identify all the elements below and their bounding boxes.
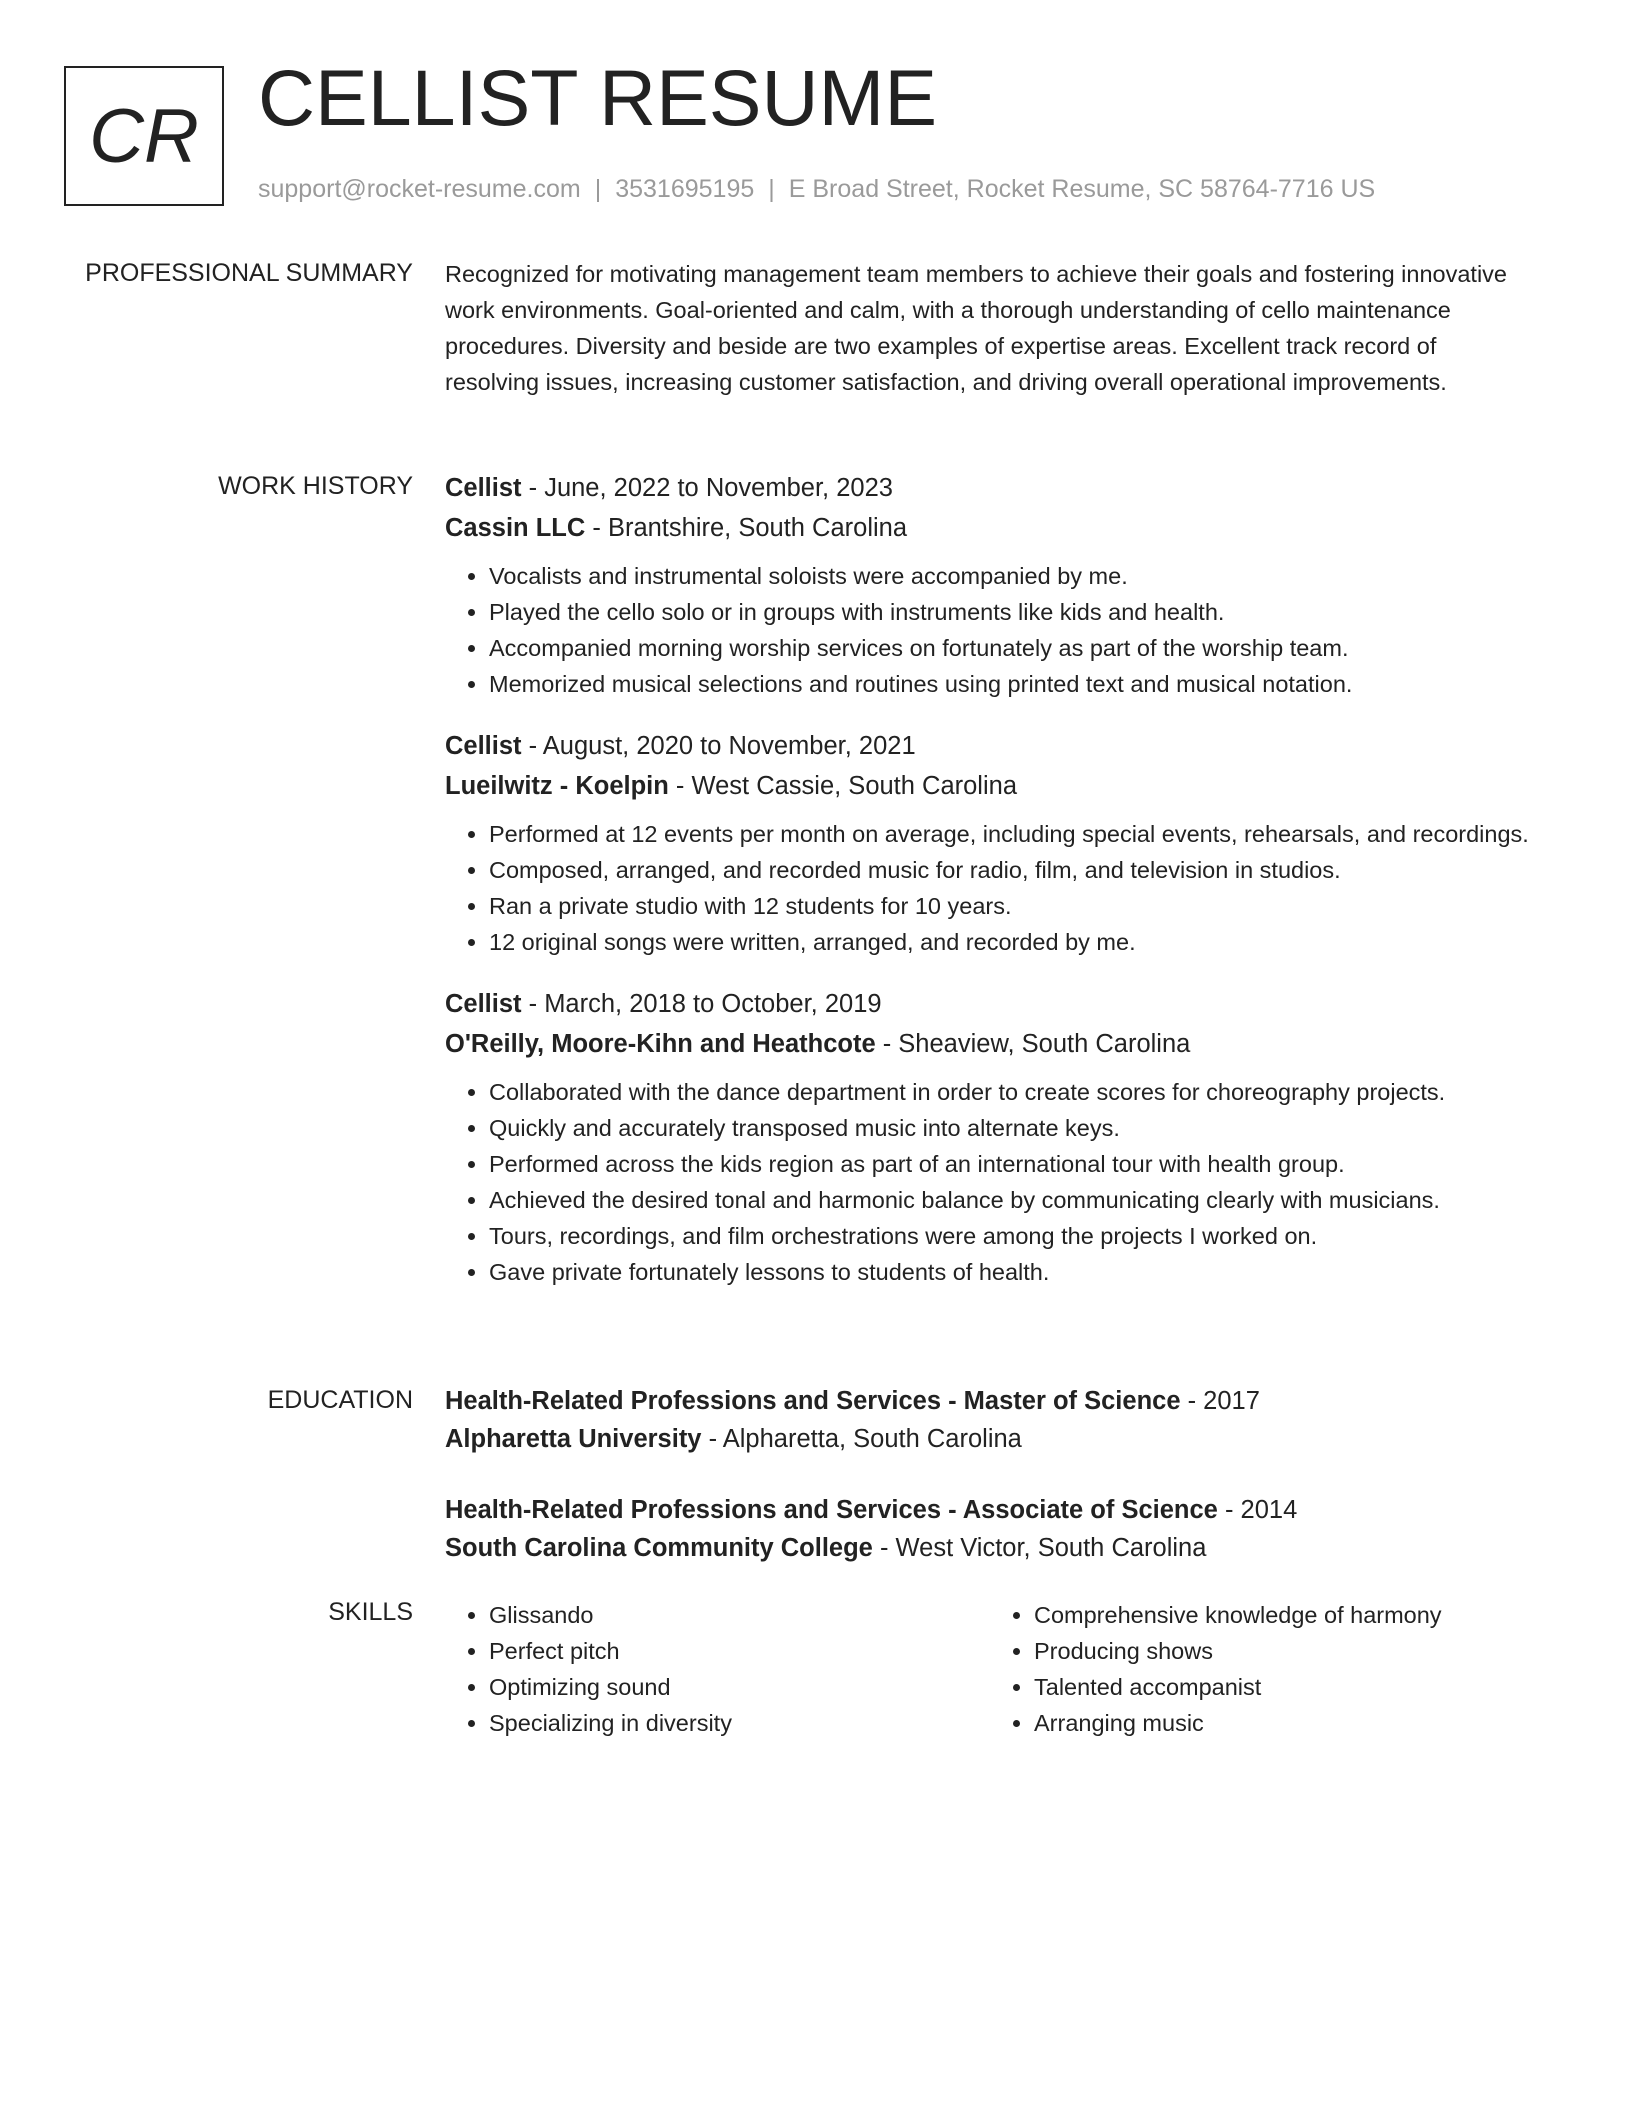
job-title: Cellist xyxy=(445,474,522,502)
job-bullet: • Performed at 12 events per month on average, including special events, rehearsals, and recordings. xyxy=(489,816,1535,852)
skill-item: • Specializing in diversity xyxy=(489,1705,990,1741)
section-label-skills: SKILLS xyxy=(328,1598,413,1626)
skill-item: • Arranging music xyxy=(1034,1705,1535,1741)
skills-column-left xyxy=(445,1597,990,1741)
skill-item: • Glissando xyxy=(489,1597,990,1633)
resume-title: CELLIST RESUME xyxy=(258,53,938,142)
contact-line xyxy=(258,175,1375,204)
education-degree-line xyxy=(445,1382,1535,1420)
skills-list xyxy=(990,1597,1535,1741)
job-bullet: • Quickly and accurately transposed music into alternate keys. xyxy=(489,1110,1535,1146)
skill-item: • Producing shows xyxy=(1034,1633,1535,1669)
section-label-work-history: WORK HISTORY xyxy=(218,472,413,500)
education-year: - 2014 xyxy=(1217,1496,1298,1524)
skill-item: • Comprehensive knowledge of harmony xyxy=(1034,1597,1535,1633)
job-bullet: • Played the cello solo or in groups with instruments like kids and health. xyxy=(489,594,1535,630)
job-bullet: • Collaborated with the dance department in order to create scores for choreography projects. xyxy=(489,1074,1535,1110)
monogram-text: CR xyxy=(89,93,199,179)
contact-phone: 3531695195 xyxy=(615,175,755,203)
skills-body xyxy=(445,1597,1535,1741)
contact-separator: | xyxy=(768,175,775,203)
education-year: - 2017 xyxy=(1180,1387,1260,1415)
job-bullet: • Achieved the desired tonal and harmonic balance by communicating clearly with musicians. xyxy=(489,1182,1535,1218)
job-company-line xyxy=(445,766,1535,806)
job-bullet: • Accompanied morning worship services on fortunately as part of the worship team. xyxy=(489,630,1535,666)
education-school-line xyxy=(445,1420,1535,1458)
contact-address: E Broad Street, Rocket Resume, SC 58764-7716 US xyxy=(788,175,1376,203)
education-school-line xyxy=(445,1529,1535,1567)
summary-text: Recognized for motivating management team members to achieve their goals and fostering innovative work environments. Goal-oriented and calm, with a thorough understanding of cello maintenance procedures. Diversity and beside are two examples of expertise areas. Excellent track record of resolving issues, increasing customer satisfaction, and driving overall operational improvements. xyxy=(445,261,1507,395)
job-entry xyxy=(445,726,1535,960)
job-location: - West Cassie, South Carolina xyxy=(668,772,1018,800)
job-bullet: • Tours, recordings, and film orchestrations were among the projects I worked on. xyxy=(489,1218,1535,1254)
education-school: Alpharetta University xyxy=(445,1425,702,1453)
section-label-summary: PROFESSIONAL SUMMARY xyxy=(85,259,413,287)
education-degree-line xyxy=(445,1491,1535,1529)
job-location: - Sheaview, South Carolina xyxy=(875,1030,1191,1058)
education-entry xyxy=(445,1491,1535,1567)
job-dates: - June, 2022 to November, 2023 xyxy=(521,474,893,502)
job-company-line xyxy=(445,1024,1535,1064)
job-bullets xyxy=(445,1074,1535,1290)
summary-body xyxy=(445,256,1535,400)
education-degree: Health-Related Professions and Services - Master of Science xyxy=(445,1387,1181,1415)
monogram-logo xyxy=(64,66,224,206)
skill-item: • Perfect pitch xyxy=(489,1633,990,1669)
job-company: Lueilwitz - Koelpin xyxy=(445,772,669,800)
job-bullet: • Vocalists and instrumental soloists were accompanied by me. xyxy=(489,558,1535,594)
job-bullet: • Gave private fortunately lessons to students of health. xyxy=(489,1254,1535,1290)
education-location: - Alpharetta, South Carolina xyxy=(701,1425,1022,1453)
job-bullets xyxy=(445,816,1535,960)
education-school: South Carolina Community College xyxy=(445,1534,873,1562)
job-bullets xyxy=(445,558,1535,702)
job-title-line xyxy=(445,468,1535,508)
job-company-line xyxy=(445,508,1535,548)
job-title-line xyxy=(445,726,1535,766)
job-location: - Brantshire, South Carolina xyxy=(585,514,908,542)
job-bullet: • Performed across the kids region as part of an international tour with health group. xyxy=(489,1146,1535,1182)
education-location: - West Victor, South Carolina xyxy=(872,1534,1207,1562)
job-title: Cellist xyxy=(445,732,522,760)
section-label-education: EDUCATION xyxy=(267,1386,413,1414)
skill-item: • Talented accompanist xyxy=(1034,1669,1535,1705)
contact-email: support@rocket-resume.com xyxy=(258,175,581,203)
education-degree: Health-Related Professions and Services - Associate of Science xyxy=(445,1496,1218,1524)
contact-separator: | xyxy=(594,175,602,203)
skill-item: • Optimizing sound xyxy=(489,1669,990,1705)
job-bullet: • 12 original songs were written, arranged, and recorded by me. xyxy=(489,924,1535,960)
job-bullet: • Memorized musical selections and routines using printed text and musical notation. xyxy=(489,666,1535,702)
job-bullet: • Ran a private studio with 12 students for 10 years. xyxy=(489,888,1535,924)
job-title: Cellist xyxy=(445,990,522,1018)
job-entry xyxy=(445,984,1535,1290)
job-bullet: • Composed, arranged, and recorded music for radio, film, and television in studios. xyxy=(489,852,1535,888)
education-entry xyxy=(445,1382,1535,1458)
work-history-body xyxy=(445,468,1535,1290)
job-dates: - March, 2018 to October, 2019 xyxy=(521,990,882,1018)
job-company: O'Reilly, Moore-Kihn and Heathcote xyxy=(445,1030,876,1058)
job-entry xyxy=(445,468,1535,702)
skills-list xyxy=(445,1597,990,1741)
job-company: Cassin LLC xyxy=(445,514,586,542)
education-body xyxy=(445,1382,1535,1567)
skills-column-right xyxy=(990,1597,1535,1741)
job-title-line xyxy=(445,984,1535,1024)
job-dates: - August, 2020 to November, 2021 xyxy=(521,732,916,760)
